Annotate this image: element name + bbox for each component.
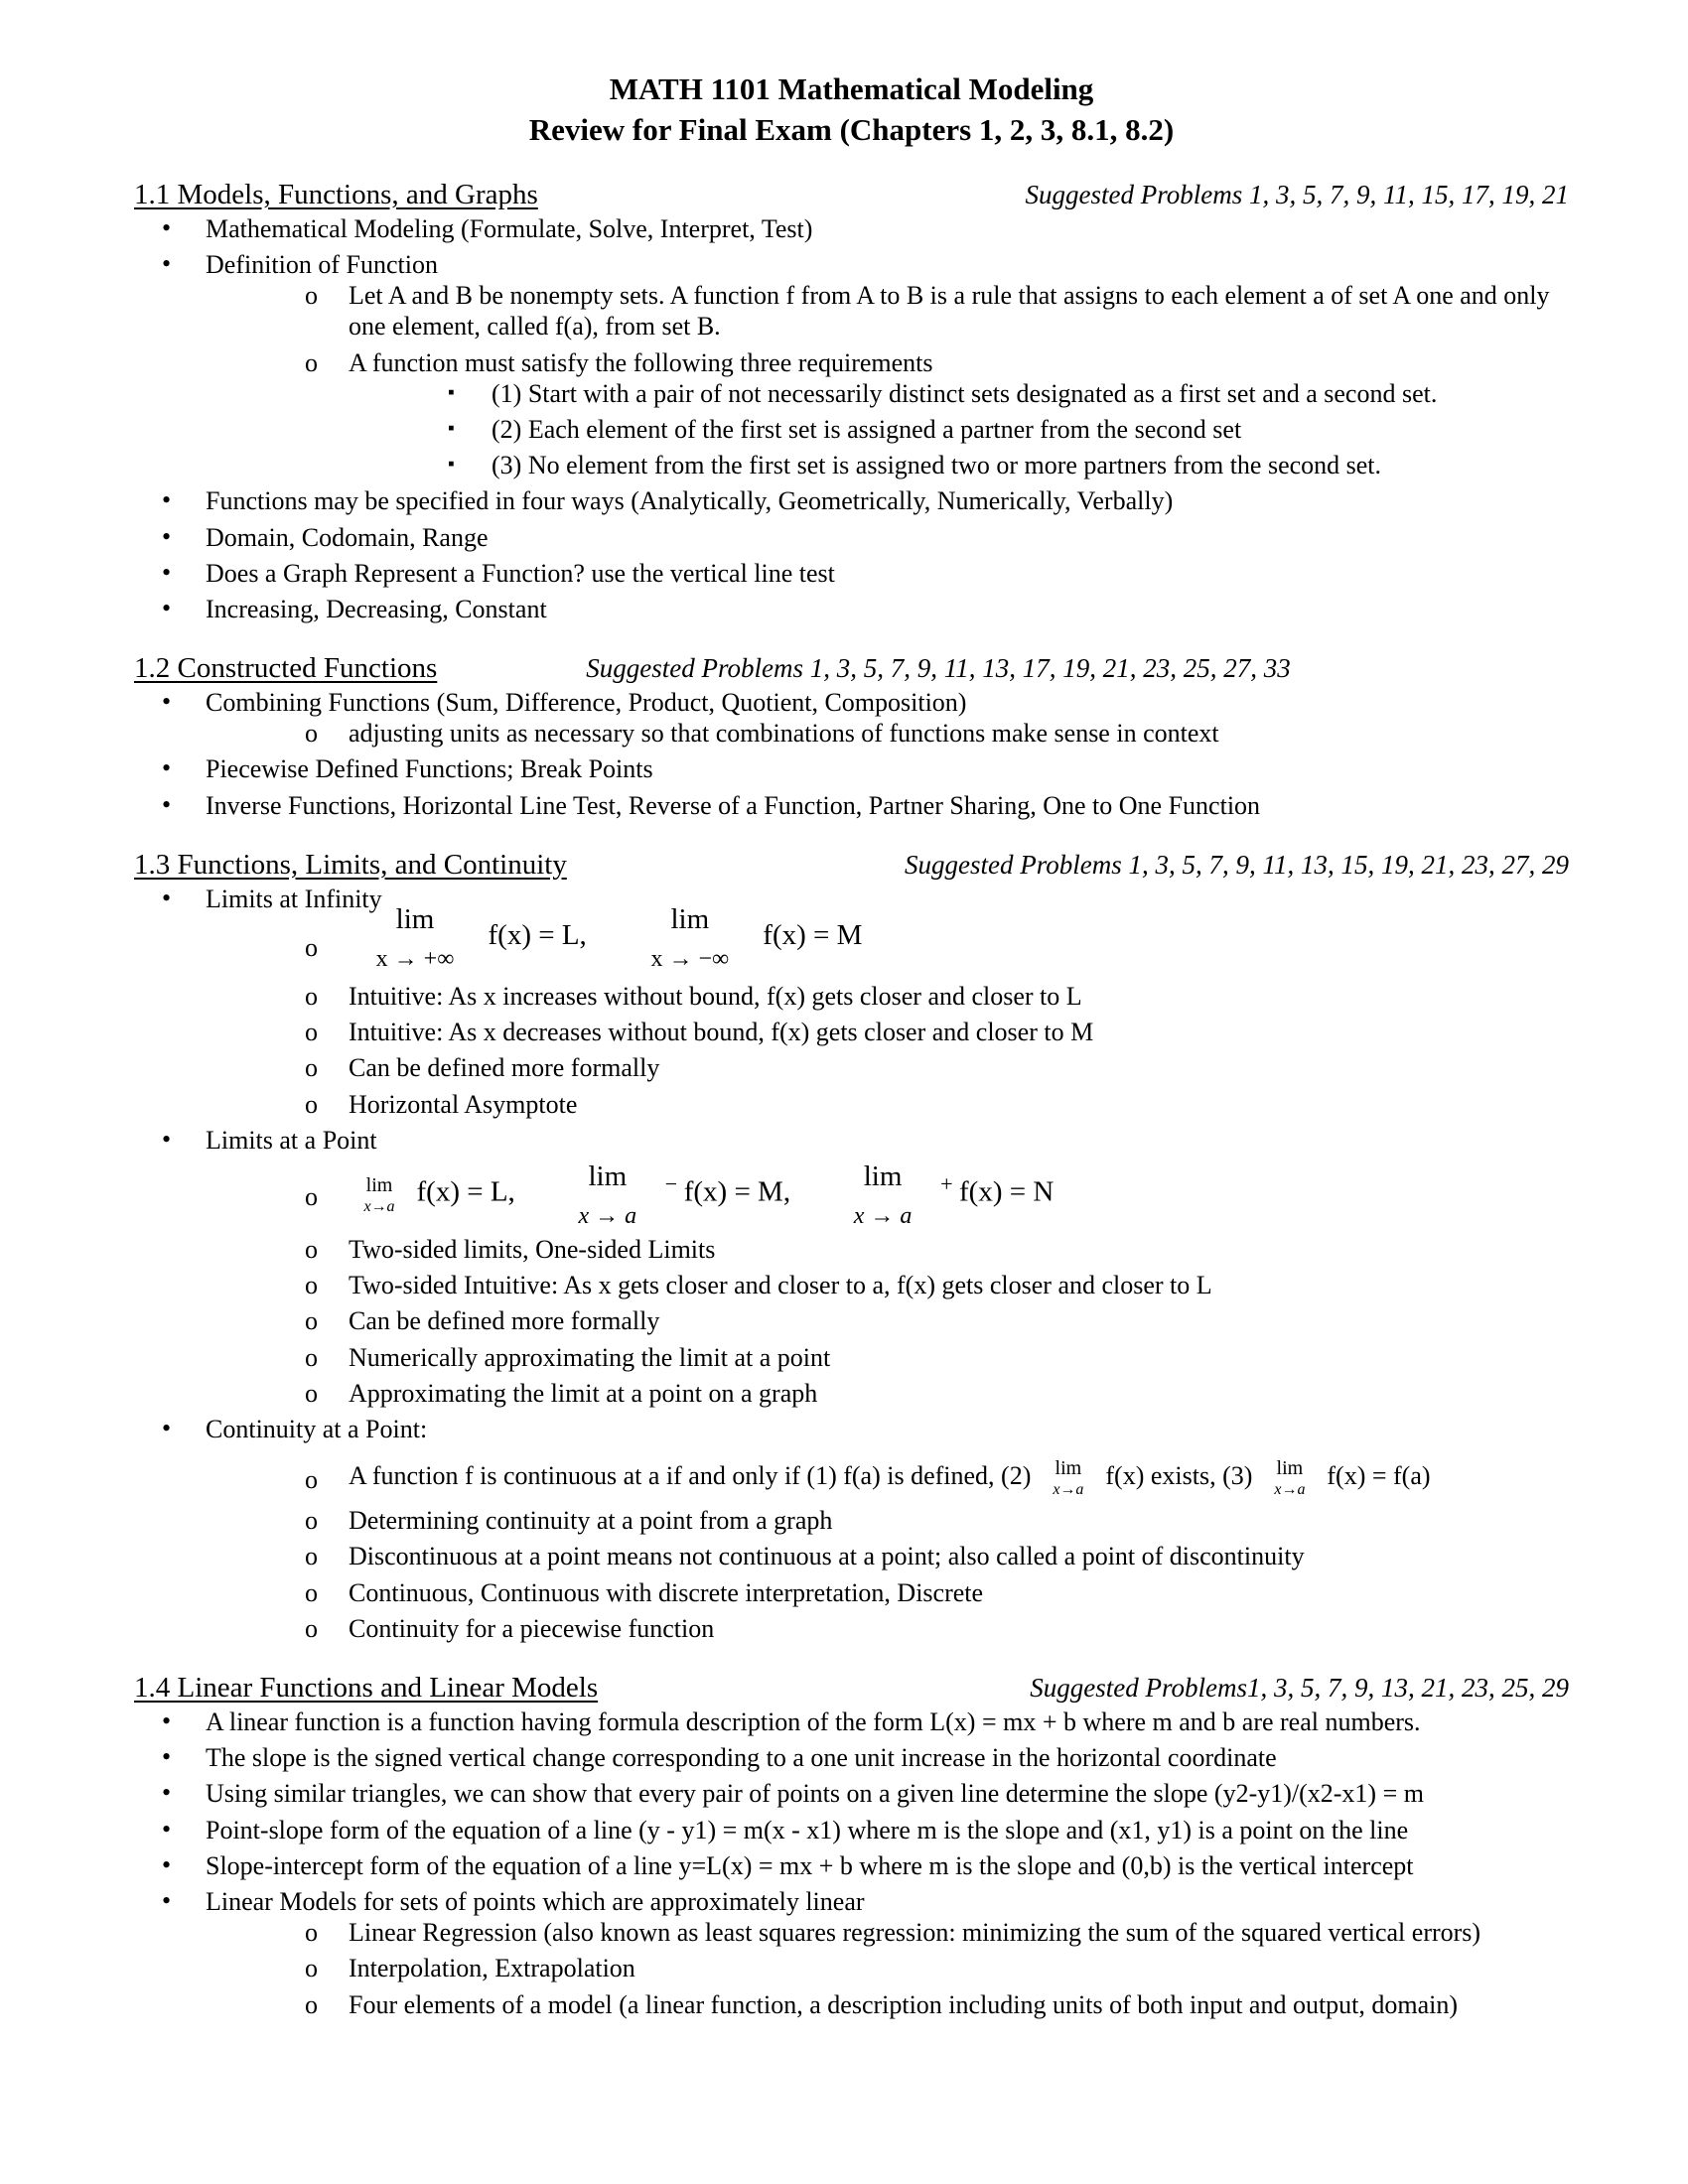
equation-body: f(x) = M [763,919,863,951]
disc-bullet-icon: • [162,883,172,912]
circle-bullet-icon: o [305,1613,318,1643]
list-item [134,522,1569,553]
disc-bullet-icon: • [162,212,172,242]
list-item-label: (3) No element from the first set is assigned two or more partners from the second set. [492,451,1382,480]
square-bullet-icon: ▪ [448,417,455,439]
section-problems-1-4: Suggested Problems1, 3, 5, 7, 9, 13, 21, 23, 25, 29 [1030,1673,1569,1703]
limit-bottom: x→a [363,1197,395,1215]
list-item-label: Linear Models for sets of points which are approximately linear [206,1886,865,1916]
section-problems-1-3: Suggested Problems 1, 3, 5, 7, 9, 11, 13, 15, 19, 21, 23, 27, 29 [905,849,1569,880]
list-item [277,1052,1569,1083]
list-item [134,1742,1569,1773]
list-item-label: Increasing, Decreasing, Constant [206,594,547,623]
list-item-label: (1) Start with a pair of not necessarily distinct sets designated as a first set and a second set. [492,378,1438,408]
list-item [277,981,1569,1012]
disc-bullet-icon: • [162,687,172,717]
circle-bullet-icon: o [305,1989,318,2019]
list-item-label: Intuitive: As x increases without bound, f(x) gets closer and closer to L [349,982,1082,1011]
limit-top: lim [365,1173,393,1196]
circle-bullet-icon: o [305,1506,318,1536]
title-line-1: MATH 1101 Mathematical Modeling [609,71,1094,106]
limit-bottom: x → +∞ [375,946,455,972]
limit-sign: + [940,1170,953,1196]
list-item-label: Let A and B be nonempty sets. A function f from A to B is a rule that assigns to each element a of set A one and only one element, called f(a), from set B. [349,281,1550,341]
list-item [277,1234,1569,1265]
section-1-3-list [134,884,1569,1644]
list-item [134,1778,1569,1809]
sub-list [277,1160,1569,1409]
circle-bullet-icon: o [305,982,318,1011]
circle-bullet-icon: o [305,281,318,311]
disc-bullet-icon: • [162,1885,172,1915]
math-expression [349,1457,1569,1499]
section-1-4-list [134,1706,1569,2020]
list-item [277,1577,1569,1608]
list-item-label: Intuitive: As x decreases without bound, f(x) gets closer and closer to M [349,1018,1094,1047]
section-problems-1-1: Suggested Problems 1, 3, 5, 7, 9, 11, 15, 17, 19, 21 [1025,179,1569,209]
continuity-part-2: f(x) exists, (3) [1105,1461,1253,1491]
circle-bullet-icon: o [305,1018,318,1047]
limit-operator [1038,1457,1099,1499]
equation-body: f(x) = N [959,1175,1055,1208]
list-item [134,485,1569,516]
circle-bullet-icon: o [305,1306,318,1336]
list-item [134,1815,1569,1845]
list-item-label: A function must satisfy the following three requirements [349,347,933,377]
section-title-1-4: 1.4 Linear Functions and Linear Models [134,1672,599,1704]
circle-bullet-icon: o [305,1577,318,1607]
list-item-label: adjusting units as necessary so that combinations of functions make sense in context [349,719,1219,749]
limit-operator [349,1173,410,1215]
list-item [277,1541,1569,1571]
disc-bullet-icon: • [162,789,172,819]
section-header-1-3 [134,849,1569,882]
list-item-label: Two-sided limits, One-sided Limits [349,1234,716,1264]
list-item [277,347,1569,481]
sub-list [277,903,1569,1120]
list-item [134,249,1569,480]
section-title-1-1: 1.1 Models, Functions, and Graphs [134,178,538,210]
limit-top: lim [863,1160,903,1192]
list-item-label: Point-slope form of the equation of a line (y - y1) = m(x - x1) where m is the slope and (x1, y1) is a point on the line [206,1815,1409,1844]
list-item-label: Interpolation, Extrapolation [349,1954,635,1983]
list-item [277,1505,1569,1536]
list-item-label: Domain, Codomain, Range [206,522,489,552]
list-item [420,378,1569,409]
disc-bullet-icon: • [162,1124,172,1154]
limit-bottom: x → a [853,1202,913,1229]
list-item-label: Determining continuity at a point from a graph [349,1506,833,1536]
circle-bullet-icon: o [305,1089,318,1119]
sub-list [277,1457,1569,1644]
list-item-label: Can be defined more formally [349,1306,660,1336]
list-item [134,558,1569,589]
disc-bullet-icon: • [162,1413,172,1442]
circle-bullet-icon: o [305,1954,318,1983]
list-item-label: Numerically approximating the limit at a point [349,1342,831,1372]
equation-body: f(x) = L, [488,919,587,951]
list-item [134,790,1569,821]
section-header-1-4 [134,1672,1569,1705]
square-bullet-icon: ▪ [448,381,455,403]
limit-operator [552,1160,663,1229]
disc-bullet-icon: • [162,521,172,551]
list-item-label: Continuous, Continuous with discrete interpretation, Discrete [349,1577,984,1607]
math-expression [349,903,1569,976]
limit-operator [626,903,755,972]
continuity-part-3: f(x) = f(a) [1327,1461,1431,1491]
list-item [134,687,1569,749]
list-item [134,1125,1569,1409]
list-item-label: Does a Graph Represent a Function? use the vertical line test [206,558,835,588]
list-item-label: Functions may be specified in four ways (Analytically, Geometrically, Numerically, Verbally) [206,486,1174,516]
limit-top: lim [395,903,435,935]
limit-bottom: x → a [578,1202,637,1229]
list-item-label: Limits at Infinity [206,884,382,913]
list-item [134,213,1569,244]
list-item-label: Horizontal Asymptote [349,1089,578,1119]
section-title-1-2: 1.2 Constructed Functions [134,652,438,685]
list-item-label: Two-sided Intuitive: As x gets closer and closer to a, f(x) gets closer and closer to L [349,1271,1212,1300]
list-item-label: Four elements of a model (a linear function, a description including units of both input and output, domain) [349,1989,1459,2019]
list-item-label: Approximating the limit at a point on a graph [349,1378,818,1408]
limit-sign: − [664,1170,678,1196]
disc-bullet-icon: • [162,753,172,783]
section-title-1-3: 1.3 Functions, Limits, and Continuity [134,848,567,881]
list-item-label: The slope is the signed vertical change corresponding to a one unit increase in the horizontal coordinate [206,1743,1277,1773]
list-item [277,1953,1569,1983]
continuity-definition [277,1457,1569,1499]
circle-bullet-icon: o [305,1465,318,1495]
disc-bullet-icon: • [162,249,172,278]
section-problems-1-2: Suggested Problems 1, 3, 5, 7, 9, 11, 13, 17, 19, 21, 23, 25, 27, 33 [586,653,1291,684]
limit-operator [827,1160,938,1229]
section-header-1-2 [134,652,1569,685]
list-item-label: Slope-intercept form of the equation of a line y=L(x) = mx + b where m is the slope and (0,b) is the vertical intercept [206,1850,1414,1880]
limit-top: lim [670,903,710,935]
limit-at-point-formula [277,1160,1569,1229]
disc-bullet-icon: • [162,485,172,515]
sub-list [277,1917,1569,2020]
list-item [277,718,1569,749]
list-item-label: Continuity at a Point: [206,1414,428,1443]
page-title [134,69,1569,151]
circle-bullet-icon: o [305,1053,318,1083]
disc-bullet-icon: • [162,593,172,622]
equation-body: f(x) = L, [416,1175,515,1208]
sub-sub-list [420,378,1569,481]
list-item-label: Mathematical Modeling (Formulate, Solve, Interpret, Test) [206,213,813,243]
circle-bullet-icon: o [305,347,318,377]
section-1-1-list [134,213,1569,624]
limit-top: lim [588,1160,628,1192]
list-item-label: Using similar triangles, we can show that every pair of points on a given line determine the slope (y2-y1)/(x2-x1) = m [206,1779,1424,1809]
list-item [277,1270,1569,1300]
circle-bullet-icon: o [305,933,318,962]
limit-operator [351,903,480,972]
disc-bullet-icon: • [162,557,172,587]
list-item [420,450,1569,480]
list-item-label: Limits at a Point [206,1125,377,1155]
list-item [277,1989,1569,2020]
disc-bullet-icon: • [162,1849,172,1879]
title-line-2: Review for Final Exam (Chapters 1, 2, 3, 8.1, 8.2) [528,111,1175,147]
list-item [277,1342,1569,1373]
math-expression [349,1160,1569,1229]
list-item [277,1089,1569,1120]
disc-bullet-icon: • [162,1706,172,1735]
section-header-1-1 [134,179,1569,211]
circle-bullet-icon: o [305,1181,318,1211]
list-item-label: Definition of Function [206,250,438,279]
list-item-label: Continuity for a piecewise function [349,1613,715,1643]
circle-bullet-icon: o [305,1234,318,1264]
circle-bullet-icon: o [305,1918,318,1948]
list-item [134,884,1569,1120]
square-bullet-icon: ▪ [448,454,455,476]
limit-operator [1259,1457,1321,1499]
limit-top: lim [1055,1457,1082,1480]
list-item-label: Discontinuous at a point means not continuous at a point; also called a point of discontinuity [349,1542,1305,1571]
list-item [277,1917,1569,1948]
list-item-label: Combining Functions (Sum, Difference, Product, Quotient, Composition) [206,688,967,718]
list-item [134,1850,1569,1881]
list-item-label: Linear Regression (also known as least squares regression: minimizing the sum of the squared vertical errors) [349,1918,1481,1948]
continuity-part-1: A function f is continuous at a if and only if (1) f(a) is defined, (2) [349,1461,1032,1491]
disc-bullet-icon: • [162,1742,172,1772]
list-item [134,594,1569,624]
list-item [420,414,1569,445]
limit-at-infinity-formula [277,903,1569,976]
circle-bullet-icon: o [305,1271,318,1300]
list-item [277,1305,1569,1336]
list-item [277,1017,1569,1047]
sub-list [277,280,1569,480]
circle-bullet-icon: o [305,1378,318,1408]
limit-bottom: x→a [1274,1481,1306,1499]
section-1-2-list [134,687,1569,821]
limit-bottom: x → −∞ [650,946,730,972]
list-item [134,1886,1569,2020]
limit-top: lim [1276,1457,1304,1480]
sub-list [277,718,1569,749]
circle-bullet-icon: o [305,1542,318,1571]
list-item-label: Can be defined more formally [349,1053,660,1083]
disc-bullet-icon: • [162,1778,172,1808]
limit-bottom: x→a [1053,1481,1084,1499]
disc-bullet-icon: • [162,1814,172,1843]
equation-body: f(x) = M, [683,1175,791,1208]
list-item-label: Piecewise Defined Functions; Break Points [206,754,653,784]
list-item [134,1414,1569,1644]
circle-bullet-icon: o [305,1342,318,1372]
list-item [134,753,1569,784]
list-item-label: Inverse Functions, Horizontal Line Test, Reverse of a Function, Partner Sharing, One to One Function [206,790,1261,820]
list-item [277,1613,1569,1644]
list-item [277,1378,1569,1409]
list-item [134,1706,1569,1737]
list-item [277,280,1569,341]
list-item-label: A linear function is a function having formula description of the form L(x) = mx + b where m and b are real numbers. [206,1707,1421,1736]
circle-bullet-icon: o [305,719,318,749]
list-item-label: (2) Each element of the first set is assigned a partner from the second set [492,414,1242,444]
